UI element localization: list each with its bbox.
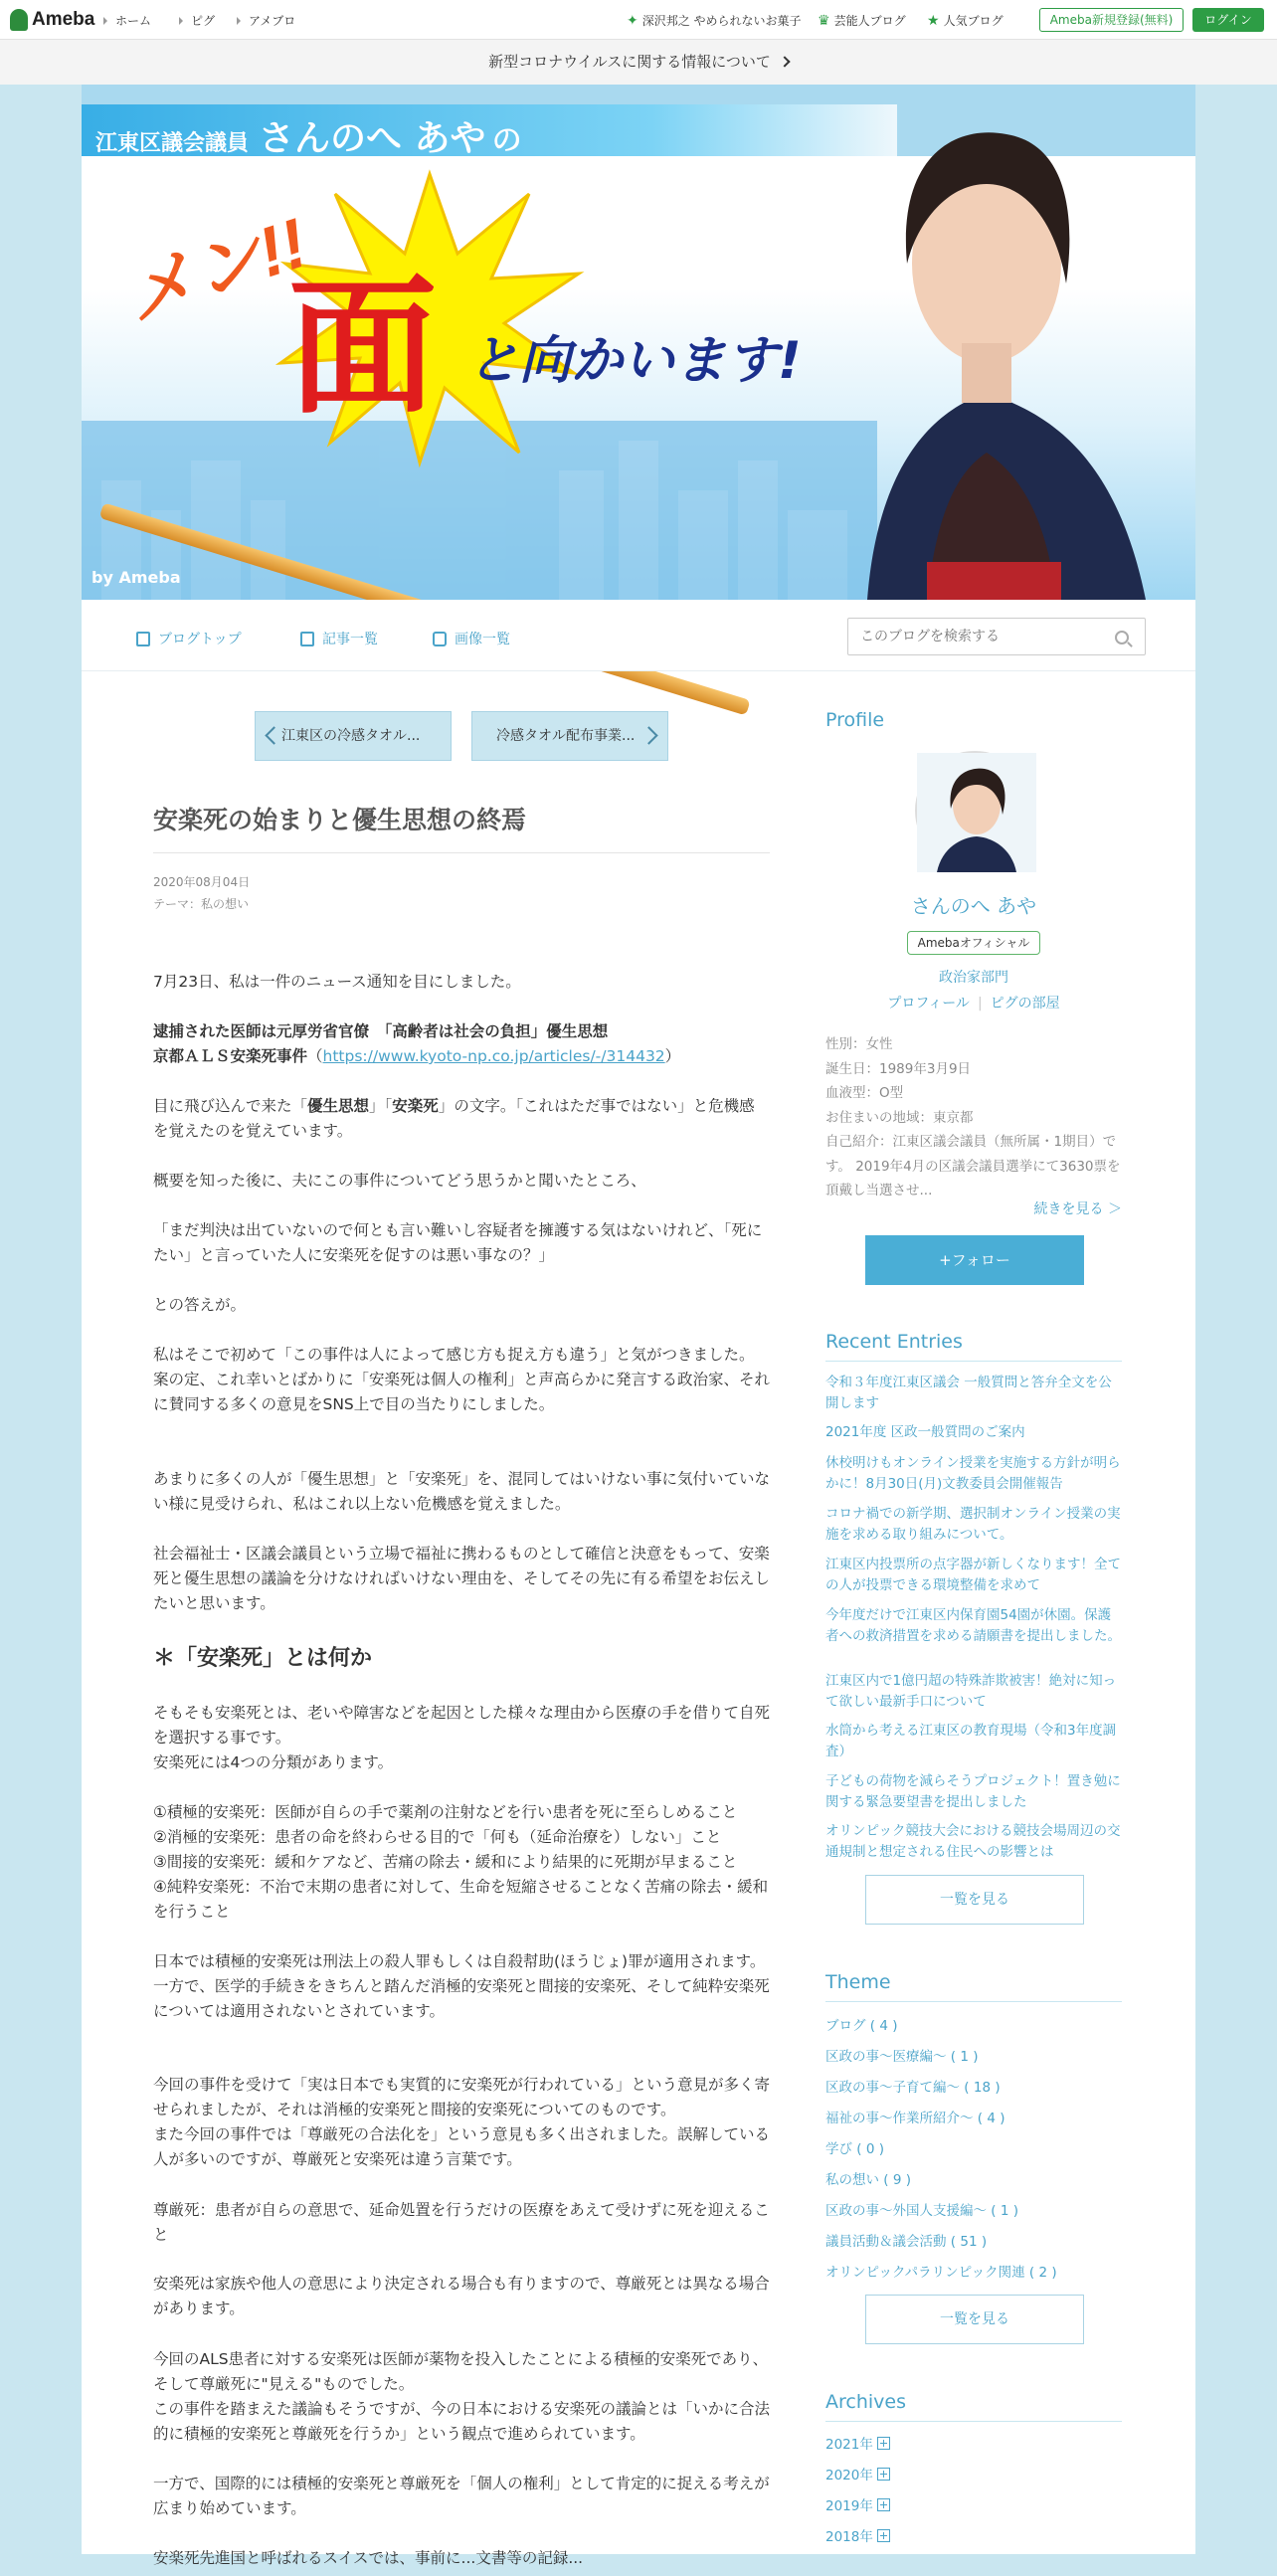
recent-entries-heading: Recent Entries (825, 1331, 963, 1353)
nav-home[interactable] (103, 12, 151, 29)
theme-link[interactable]: 区政の事〜医療編〜 ( 1 ) (825, 2049, 979, 2065)
profile-intro: 自己紹介：江東区議会議員（無所属・1期目）です。 2019年4月の区議会議員選挙にて3630票を頂戴し当選させ... (825, 1134, 1121, 1198)
image-list-link[interactable] (433, 629, 510, 648)
archive-year[interactable] (825, 2464, 890, 2484)
chevron-right-icon (639, 726, 657, 744)
register-button[interactable]: Ameba新規登録(無料) (1039, 8, 1184, 32)
theme-link[interactable]: 私の想い (201, 897, 250, 911)
avatar-image (917, 753, 1036, 872)
pigg-room-link[interactable]: ピグの部屋 (990, 996, 1060, 1012)
paragraph: そもそも安楽死とは、老いや障害などを起因とした様々な理由から医療の手を借りて自死を選択する事です。 安楽死には4つの分類があります。 (153, 1704, 771, 1771)
expand-icon[interactable] (877, 2468, 890, 2481)
bold-text: 安楽死 (392, 1097, 439, 1115)
theme-list-button[interactable]: 一覧を見る (865, 2295, 1084, 2344)
archive-year[interactable] (825, 2433, 890, 2453)
recent-entry-link[interactable]: 今年度だけで江東区内保育園54園が休園。保護者への救済措置を求める請願書を提出しました。 (825, 1607, 1121, 1644)
chevron-right-icon (779, 56, 790, 67)
entry-list-link[interactable] (300, 629, 378, 648)
blog-search-input[interactable] (848, 619, 1097, 654)
heading-divider (825, 2421, 1122, 2422)
arrow-icon (237, 17, 241, 25)
blog-navigation (82, 600, 1195, 671)
entry-theme (153, 895, 249, 912)
paragraph: 「まだ判決は出ていないので何とも言い難いし容疑者を擁護する気はないけれど、「死にたい」と言っていた人に安楽死を促すのは悪い事なの？」 (153, 1221, 763, 1264)
recent-entry-link[interactable]: 江東区内で1億円超の特殊詐欺被害！絶対に知って欲しい最新手口について (825, 1673, 1117, 1710)
text: 目に飛び込んで来た「 (153, 1097, 308, 1115)
archives-heading: Archives (825, 2391, 906, 2413)
author-photo (778, 94, 1195, 600)
recent-entry-link[interactable]: 令和３年度江東区議会 一般質問と答弁全文を公開します (825, 1375, 1112, 1411)
recent-entry-link[interactable]: コロナ禍での新学期、選択制オンライン授業の実施を求める取り組みについて。 (825, 1506, 1121, 1543)
search-icon[interactable] (1115, 631, 1129, 644)
paragraph: あまりに多くの人が「優生思想」と「安楽死」を、混同してはいけない事に気付いていない様に見受けられ、私はこれ以上ない危機感を覚えました。 (153, 1470, 771, 1513)
crown-icon: ♛ (818, 12, 830, 29)
sparkle-icon: ✦ (627, 12, 638, 29)
profile-department-link[interactable]: 政治家部門 (939, 970, 1008, 986)
profile-heading: Profile (825, 709, 885, 731)
heading-divider (825, 1361, 1122, 1362)
arrow-icon (103, 17, 107, 25)
covid-notice-text: 新型コロナウイルスに関する情報について (488, 53, 771, 71)
paragraph: 社会福祉士・区議会議員という立場で福祉に携わるものとして確信と決意をもって、安楽死と優生思想の議論を分けなければいけない理由を、そしてその先に有る希望をお伝えしたいと思います。 (153, 1545, 771, 1612)
headline-bold: 逮捕された医師は元厚労省官僚 「高齢者は社会の負担」優生思想 (153, 1022, 609, 1040)
popular-blog-label: 人気ブログ (943, 14, 1003, 28)
blog-search (847, 618, 1146, 655)
banner-tagline: と向かいます! (467, 331, 802, 391)
read-more-link[interactable]: 続きを見る ＞ (1033, 1201, 1122, 1217)
paragraph: 日本では積極的安楽死は刑法上の殺人罪もしくは自殺幇助(ほうじょ)罪が適用されます。 一方で、医学的手続きをきちんと踏んだ消極的安楽死と間接的安楽死、そして純粋安楽死については適用されないとされています。 (153, 1952, 770, 2020)
archive-year-label: 2020年 (825, 2468, 873, 2484)
recent-entry-link[interactable]: オリンピック競技大会における競技会場周辺の交通規制と想定される住民への影響とは (825, 1823, 1121, 1860)
profile-name[interactable]: さんのへ あや (910, 894, 1037, 918)
theme-heading: Theme (825, 1971, 891, 1993)
blog-header-banner[interactable] (82, 85, 1195, 600)
celebrity-blog-link[interactable] (818, 12, 906, 29)
archive-year-label: 2018年 (825, 2529, 873, 2545)
text: 」の文字。「これはただ事ではない」と危機感を覚えたのを覚えています。 (153, 1097, 755, 1140)
image-list-label: 画像一覧 (455, 632, 510, 647)
banner-title (95, 110, 522, 161)
ameba-logo[interactable] (10, 8, 94, 32)
banner-men-text: メン!! (115, 203, 316, 335)
document-icon (136, 632, 150, 646)
text: 」「 (369, 1097, 393, 1115)
profile-location: お住まいの地域：東京都 (825, 1109, 974, 1126)
paragraph: ①積極的安楽死：医師が自らの手で薬剤の注射などを行い患者を死に至らしめること ②消極的安楽死：患者の命を終わらせる目的で「何も（延命治療を）しない」こと ③間接的安楽死：緩和ケアなど、苦痛の除去・緩和により結果的に死期が早まること ④純粋安楽死：不治で末期の患者に対して、生命を短縮させることなく苦痛の除去・緩和を行うこと (153, 1803, 769, 1921)
profile-blood-type: 血液型：O型 (825, 1085, 904, 1101)
expand-icon[interactable] (877, 2529, 890, 2542)
paragraph: 今回のALS患者に対する安楽死は医師が薬物を投入したことによる積極的安楽死であり、そして尊厳死に"見える"ものでした。 この事件を踏まえた議論もそうですが、今の日本における安楽死の議論とは「いかに合法的に積極的安楽死と尊厳死を行うか」という観点で進められています。 (153, 2350, 771, 2443)
blog-top-label: ブログトップ (158, 632, 242, 647)
entry-date: 2020年08月04日 (153, 875, 251, 889)
recent-list-button[interactable]: 一覧を見る (865, 1875, 1084, 1925)
theme-label: テーマ： (153, 897, 202, 911)
recent-entry-link[interactable]: 子どもの荷物を減らそうプロジェクト！置き勉に関する緊急要望書を提出しました (825, 1773, 1121, 1810)
profile-gender: 性別：女性 (825, 1036, 893, 1052)
title-divider (153, 852, 770, 853)
paragraph: 私はそこで初めて「この事件は人によって感じ方も捉え方も違う」と気がつきました。 案の定、これ幸いとばかりに「安楽死は個人の権利」と声高らかに発言する政治家、それに賛同する多くの意見をSNS上で目の当たりにしました。 (153, 1346, 771, 1413)
ameba-logo-text: Ameba (32, 9, 95, 30)
paragraph (153, 1094, 770, 1144)
theme-link[interactable]: 私の想い ( 9 ) (825, 2172, 911, 2188)
recent-entry-link[interactable]: 休校明けもオンライン授業を実施する方針が明らかに！8月30日(月)文教委員会開催報告 (825, 1455, 1121, 1492)
theme-link[interactable]: 区政の事〜子育て編〜 ( 18 ) (825, 2080, 1001, 2096)
separator: | (977, 996, 983, 1012)
profile-link[interactable]: プロフィール (887, 996, 970, 1012)
global-header (0, 0, 1277, 40)
paragraph: 概要を知った後に、夫にこの事件についてどう思うかと聞いたところ、 (153, 1172, 646, 1190)
next-entry-label: 冷感タオル配布事業... (496, 728, 636, 744)
theme-link[interactable]: 学び ( 0 ) (825, 2141, 884, 2157)
paragraph: 7月23日、私は一件のニュース通知を目にしました。 (153, 973, 521, 991)
trend-link-label: 深沢邦之 やめられないお菓子 (641, 14, 802, 28)
covid-notice-link[interactable] (0, 40, 1277, 85)
nav-ameblo[interactable] (237, 12, 295, 29)
theme-link[interactable]: 区政の事〜外国人支援編〜 ( 1 ) (825, 2203, 1018, 2219)
nav-home-label: ホーム (115, 14, 152, 28)
archive-year-label: 2019年 (825, 2498, 873, 2514)
popular-blog-link[interactable] (927, 12, 1003, 29)
banner-title-suffix: の (491, 123, 522, 158)
next-entry-button[interactable] (471, 711, 668, 761)
theme-link[interactable]: 福祉の事〜作業所紹介〜 ( 4 ) (825, 2111, 1005, 2126)
byline: by Ameba (91, 568, 181, 587)
official-badge: Amebaオフィシャル (907, 931, 1040, 955)
paragraph: 安楽死は家族や他人の意思により決定される場合も有りますので、尊厳死とは異なる場合があります。 (153, 2275, 770, 2317)
archive-year[interactable] (825, 2494, 890, 2514)
arrow-icon (179, 17, 183, 25)
theme-link[interactable]: オリンピックパラリンピック関連 ( 2 ) (825, 2265, 1057, 2281)
recent-entry-link[interactable]: 2021年度 区政一般質問のご案内 (825, 1424, 1025, 1440)
section-heading: ＊「安楽死」とは何か (153, 1646, 373, 1671)
profile-links (825, 993, 1122, 1012)
celebrity-blog-label: 芸能人ブログ (833, 14, 906, 28)
paren: ） (664, 1047, 681, 1065)
profile-info (825, 1032, 1122, 1203)
banner-face-kanji: 面 (287, 262, 438, 435)
star-icon: ★ (927, 12, 940, 29)
theme-link[interactable]: 議員活動＆議会活動 ( 51 ) (825, 2234, 988, 2250)
camera-icon (433, 632, 447, 646)
paragraph: との答えが。 (153, 1296, 247, 1314)
nav-pigg-label: ピグ (191, 14, 216, 28)
archive-year-label: 2021年 (825, 2437, 873, 2453)
bold-text: 優生思想 (307, 1097, 370, 1115)
entry-list-label: 記事一覧 (322, 632, 378, 647)
entry-title: 安楽死の始まりと優生思想の終焉 (153, 806, 527, 834)
login-button[interactable]: ログイン (1192, 8, 1264, 32)
prev-entry-label: 江東区の冷感タオル... (281, 728, 421, 744)
ameba-logo-icon (10, 9, 28, 31)
paragraph: 一方で、国際的には積極的安楽死と尊厳死を「個人の権利」として肯定的に捉える考えが広まり始めています。 (153, 2475, 770, 2517)
paragraph (153, 1019, 770, 1069)
follow-button[interactable]: +フォロー (865, 1235, 1084, 1285)
banner-title-prefix: 江東区議会議員 (95, 131, 250, 156)
paragraph: 今回の事件を受けて「実は日本でも実質的に安楽死が行われている」という意見が多く寄せられましたが、それは消極的安楽死と間接的安楽死についてのものです。 また今回の事件では「尊厳死の合法化を」という意見も多く出されました。誤解している人が多いのですが、尊厳死と安楽死は違う言葉です。 (153, 2076, 771, 2168)
profile-birthday: 誕生日：1989年3月9日 (825, 1060, 972, 1077)
paragraph: 尊厳死：患者が自らの意思で、延命処置を行うだけの医療をあえて受けずに死を迎えること (153, 2201, 770, 2244)
blog-top-link[interactable] (136, 629, 242, 648)
paragraph: 安楽死先進国と呼ばれるスイスでは、事前に...文書等の記録... (153, 2549, 584, 2567)
profile-avatar[interactable] (915, 751, 1034, 870)
nav-ameblo-label: アメブロ (249, 14, 296, 28)
theme-link[interactable]: ブログ ( 4 ) (825, 2018, 898, 2034)
blog-container (82, 85, 1195, 2567)
trend-link[interactable] (627, 12, 802, 29)
paren: （ (307, 1047, 323, 1065)
expand-icon[interactable] (877, 2498, 890, 2511)
chevron-left-icon (265, 726, 282, 744)
news-link[interactable]: https://www.kyoto-np.co.jp/articles/-/314432 (322, 1047, 665, 1065)
prev-entry-button[interactable] (255, 711, 452, 761)
expand-icon[interactable] (877, 2437, 890, 2450)
archive-year[interactable] (825, 2525, 890, 2545)
headline-bold: 京都ＡＬＳ安楽死事件 (153, 1047, 308, 1065)
recent-entry-link[interactable]: 江東区内投票所の点字器が新しくなります！全ての人が投票できる環境整備を求めて (825, 1557, 1121, 1593)
copy-icon (300, 632, 314, 646)
heading-divider (825, 2001, 1122, 2002)
nav-pigg[interactable] (179, 12, 215, 29)
banner-title-name: さんのへ あや (259, 118, 486, 159)
recent-entry-link[interactable]: 水筒から考える江東区の教育現場（令和3年度調査） (825, 1723, 1117, 1759)
